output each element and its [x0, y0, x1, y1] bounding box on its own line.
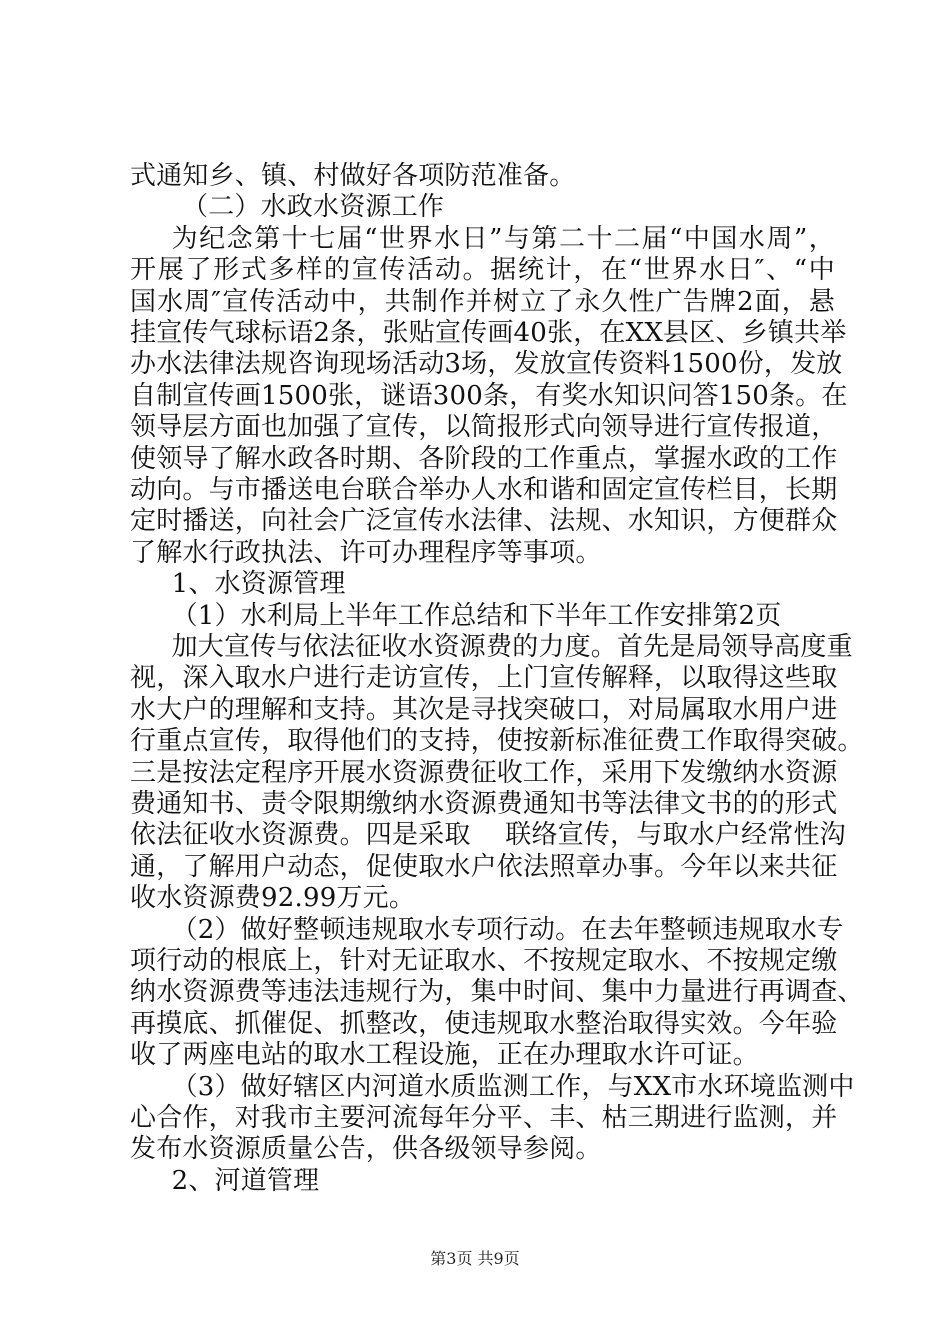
text-line: 领导层方面也加强了宣传，以简报形式向领导进行宣传报道， [130, 412, 838, 443]
page-footer: 第3页 共9页 [430, 1249, 520, 1268]
text-line: 项行动的根底上，针对无证取水、不按规定取水、不按规定缴 [130, 946, 838, 976]
text-line: 行重点宣传，取得他们的支持，使按新标准征费工作取得突破。 [130, 726, 864, 757]
text-line: 自制宣传画1500张，谜语300条，有奖水知识问答150条。在 [130, 380, 848, 411]
text-line: 1、水资源管理 [171, 569, 346, 600]
text-line: 为纪念第十七届“世界水日”与第二十二届“中国水周”， [171, 223, 835, 254]
text-line: 挂宣传气球标语2条，张贴宣传画40张，在XX县区、乡镇共举 [130, 318, 847, 348]
text-line: 纳水资源费等违法违规行为，集中时间、集中力量进行再调查、 [130, 977, 864, 1008]
text-line: 动向。与市播送电台联合举办人水和谐和固定宣传栏目，长期 [130, 475, 838, 505]
text-line: 依法征收水资源费。四是采取 联络宣传，与取水户经常性沟 [130, 820, 846, 851]
text-line: 开展了形式多样的宣传活动。据统计，在“世界水日″、“中 [130, 255, 835, 286]
text-line: 国水周″宣传活动中，共制作并树立了永久性广告牌2面，悬 [130, 286, 835, 317]
text-line: 式通知乡、镇、村做好各项防范准备。 [130, 161, 576, 191]
text-line: （3）做好辖区内河道水质监测工作，与XX市水环境监测中 [171, 1071, 855, 1102]
text-line: 发布水资源质量公告，供各级领导参阅。 [130, 1134, 602, 1165]
text-line: 视，深入取水户进行走访宣传，上门宣传解释，以取得这些取 [130, 663, 838, 694]
text-line: （1）水利局上半年工作总结和下半年工作安排第2页 [171, 600, 782, 631]
text-line: （2）做好整顿违规取水专项行动。在去年整顿违规取水专 [171, 914, 844, 945]
text-line: 定时播送，向社会广泛宣传水法律、法规、水知识，方便群众 [130, 506, 838, 537]
text-line: 收水资源费92.99万元。 [130, 883, 416, 914]
text-line: 了解水行政执法、许可办理程序等事项。 [130, 537, 602, 568]
text-line: 再摸底、抓催促、抓整改，使违规取水整治取得实效。今年验 [130, 1008, 838, 1039]
text-line: 使领导了解水政各时期、各阶段的工作重点，掌握水政的工作 [130, 443, 838, 474]
text-line: 加大宣传与依法征收水资源费的力度。首先是局领导高度重 [171, 632, 853, 662]
text-line: 水大户的理解和支持。其次是寻找突破口，对局属取水用户进 [130, 694, 838, 725]
text-line: 收了两座电站的取水工程设施，正在办理取水许可证。 [130, 1040, 759, 1071]
text-line: 通，了解用户动态，促使取水户依法照章办事。今年以来共征 [130, 851, 838, 882]
text-line: 费通知书、责令限期缴纳水资源费通知书等法律文书的的形式 [130, 789, 838, 819]
text-line: 心合作，对我市主要河流每年分平、丰、枯三期进行监测，并 [130, 1103, 838, 1133]
text-line: 办水法律法规咨询现场活动3场，发放宣传资料1500份，发放 [130, 349, 843, 380]
text-line: 2、河道管理 [171, 1165, 320, 1196]
text-line: （二）水政水资源工作 [182, 192, 445, 223]
text-line: 三是按法定程序开展水资源费征收工作，采用下发缴纳水资源 [130, 757, 838, 788]
